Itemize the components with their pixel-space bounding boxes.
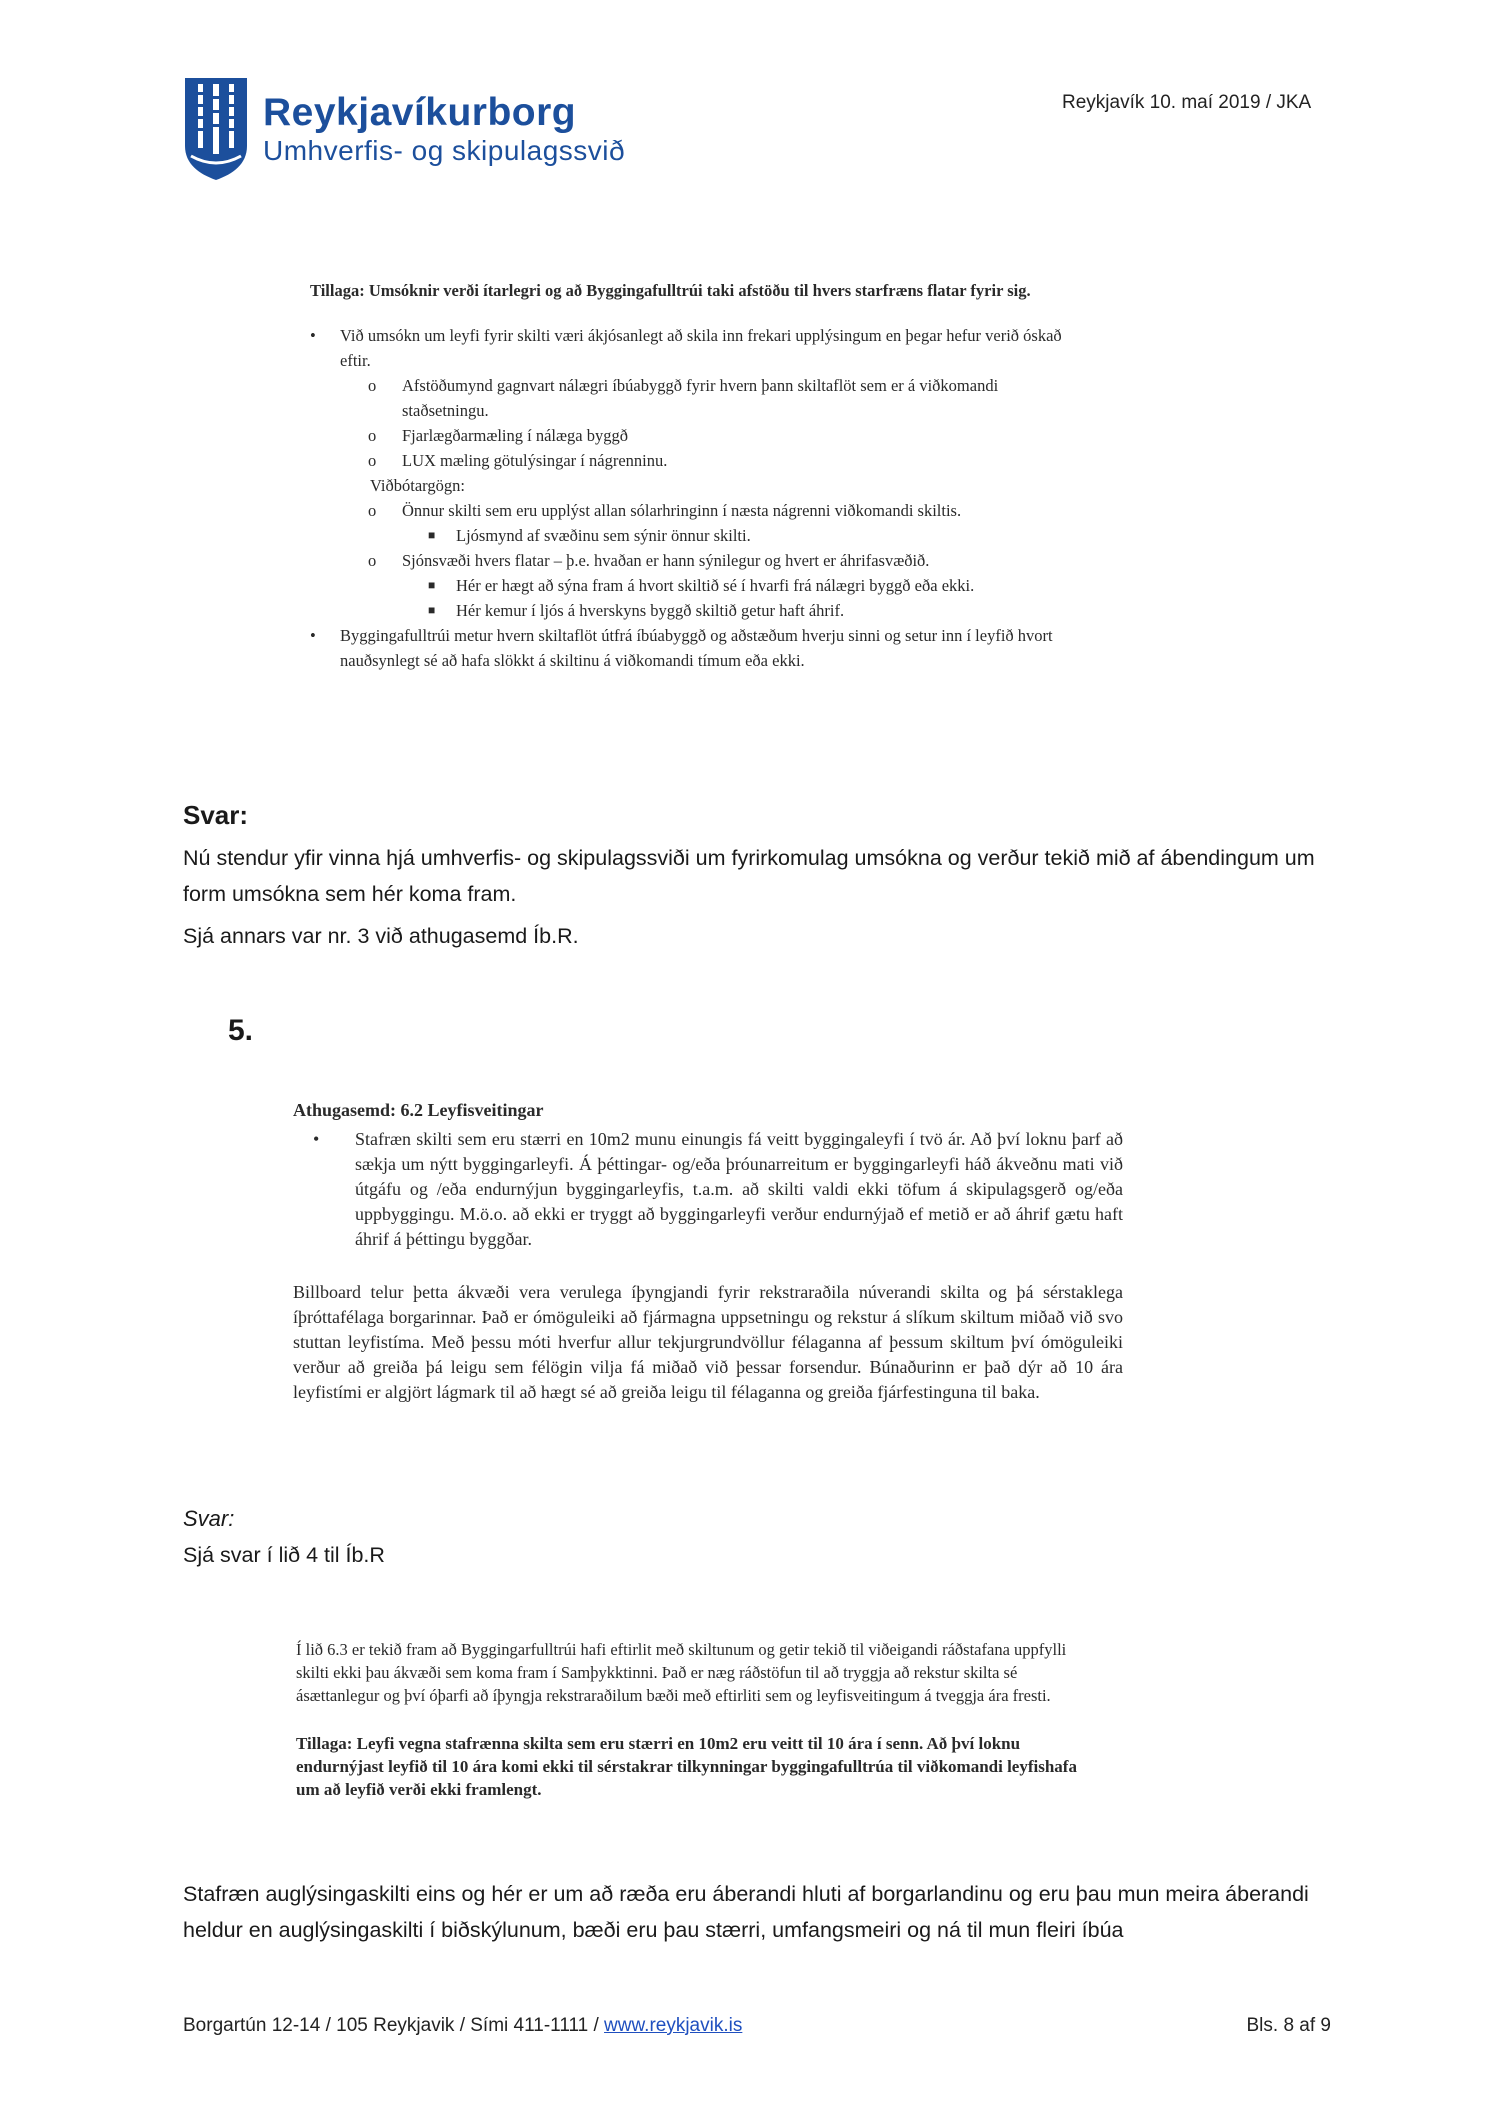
- excerpt1-sub2: Fjarlægðarmæling í nálæga byggð: [402, 426, 628, 445]
- scanned-excerpt-1: [310, 278, 1070, 673]
- reykjavik-logo: [183, 76, 625, 182]
- scanned-excerpt-2: [293, 1098, 1123, 1405]
- excerpt1-bullet1: Við umsókn um leyfi fyrir skilti væri ákjósanlegt að skila inn frekari upplýsingum en þegar hefur verið óskað eftir.: [340, 326, 1062, 370]
- excerpt1-vb1: Önnur skilti sem eru upplýst allan sólarhringinn í næsta nágrenni viðkomandi skiltis.: [402, 501, 962, 520]
- closing-paragraph: Stafræn auglýsingaskilti eins og hér er um að ræða eru áberandi hluti af borgarlandinu og eru þau mun meira áberandi heldur en auglýsingaskilti í biðskýlunum, bæði eru þau stærri, umfangsmeiri og ná til mun fleiri íbúa: [183, 1882, 1309, 1942]
- footer-website-link[interactable]: www.reykjavik.is: [604, 2015, 743, 2036]
- excerpt3-tillaga: Tillaga: Leyfi vegna stafrænna skilta sem eru stærri en 10m2 eru veitt til 10 ára í senn. Að því loknu endurnýjast leyfið til 10 ára komi ekki til sérstakrar tilkynningar byggingafulltrúa til viðkomandi leyfishafa um að leyfið verði ekki framlengt.: [296, 1734, 1077, 1799]
- svar-heading: Svar:: [183, 800, 249, 830]
- footer-address-text: Borgartún 12-14 / 105 Reykjavik / Sími 411-1111 /: [183, 2015, 605, 2036]
- list-item: ■ Hér kemur í ljós á hverskyns byggð skiltið getur haft áhrif.: [428, 601, 845, 620]
- scanned-excerpt-3: [296, 1638, 1086, 1801]
- excerpt1-vb2b: Hér kemur í ljós á hverskyns byggð skiltið getur haft áhrif.: [456, 601, 845, 620]
- svar2-heading: Svar:: [183, 1506, 235, 1531]
- excerpt1-vb1a: Ljósmynd af svæðinu sem sýnir önnur skilti.: [456, 526, 751, 545]
- list-item: o Afstöðumynd gagnvart nálægri íbúabyggð fyrir hvern þann skiltaflöt sem er á viðkomandi staðsetningu.: [368, 376, 999, 420]
- list-item: o Sjónsvæði hvers flatar – þ.e. hvaðan er hann sýnilegur og hvert er áhrifasvæðið.: [368, 551, 930, 570]
- org-division: Umhverfis- og skipulagssvið: [263, 135, 626, 166]
- svar2-body: Sjá svar í lið 4 til Íb.R: [183, 1543, 385, 1567]
- excerpt1-vidbotar-heading: Viðbótargögn:: [370, 476, 465, 495]
- excerpt1-vb2: Sjónsvæði hvers flatar – þ.e. hvaðan er hann sýnilegur og hvert er áhrifasvæðið.: [402, 551, 930, 570]
- page-footer: [183, 2015, 1331, 2037]
- excerpt2-paragraph: Billboard telur þetta ákvæði vera verulega íþyngjandi fyrir rekstraraðila núverandi skilta og þá sérstaklega íþróttafélaga borgarinnar. Það er ómöguleiki að fjármagna uppsetningu og rekstur á slíkum skiltum miðað við svo stuttan leyfistíma. Með þessu móti hverfur allur tekjurgrundvöllur félaganna af þessum skiltum því ómöguleiki verður að greiða þá leigu sem félögin vilja fá miðað við þessar forsendur. Búnaðurinn er það dýr að 10 ára leyfistími er algjört lágmark til að hægt sé að greiða leigu til félaganna og greiða fjárfestinguna til baka.: [293, 1282, 1123, 1402]
- excerpt1-sub1: Afstöðumynd gagnvart nálægri íbúabyggð fyrir hvern þann skiltaflöt sem er á viðkomandi staðsetningu.: [402, 376, 999, 420]
- excerpt2-heading: Athugasemd: 6.2 Leyfisveitingar: [293, 1100, 544, 1120]
- list-item: ■ Ljósmynd af svæðinu sem sýnir önnur skilti.: [428, 526, 751, 545]
- date-reference: Reykjavík 10. maí 2019 / JKA: [1062, 92, 1312, 113]
- list-item: ■ Hér er hægt að sýna fram á hvort skiltið sé í hvarfi frá nálægri byggð eða ekki.: [428, 576, 975, 595]
- excerpt2-bullet: Stafræn skilti sem eru stærri en 10m2 munu einungis fá veitt byggingaleyfi í tvö ár. Að því loknu þarf að sækja um nýtt byggingarleyfi. Á þéttingar- og/eða þróunarreitum er byggingarleyfi háð ákveðnu mati við útgáfu og /eða endurnýjun byggingarleyfis, t.a.m. að skilti valdi ekki töfum á skipulagsgerð og/eða uppbyggingu. M.ö.o. að ekki er tryggt að byggingarleyfi verður endurnýjað ef metið er að áhrif gætu haft áhrif á þéttingu byggðar.: [355, 1129, 1123, 1249]
- svar-see-also: Sjá annars var nr. 3 við athugasemd Íb.R.: [183, 924, 579, 948]
- list-item: • Við umsókn um leyfi fyrir skilti væri ákjósanlegt að skila inn frekari upplýsingum en þegar hefur verið óskað eftir.: [310, 326, 1062, 370]
- page-number: Bls. 8 af 9: [1246, 2015, 1331, 2036]
- list-item: o Fjarlægðarmæling í nálæga byggð: [368, 426, 628, 445]
- svar-body: Nú stendur yfir vinna hjá umhverfis- og skipulagssviði um fyrirkomulag umsókna og verður tekið mið af ábendingum um form umsókna sem hér koma fram.: [183, 846, 1315, 906]
- org-name: Reykjavíkurborg: [263, 91, 577, 134]
- excerpt1-vb2a: Hér er hægt að sýna fram á hvort skiltið sé í hvarfi frá nálægri byggð eða ekki.: [456, 576, 975, 595]
- excerpt1-tillaga: Tillaga: Umsóknir verði ítarlegri og að Byggingafulltrúi taki afstöðu til hvers starfræns flatar fyrir sig.: [310, 281, 1031, 300]
- section-number: 5.: [228, 1014, 254, 1047]
- city-shield-icon: [183, 76, 249, 182]
- excerpt3-paragraph: Í lið 6.3 er tekið fram að Byggingarfulltrúi hafi eftirlit með skiltunum og getir tekið til viðeigandi ráðstafana uppfylli skilti ekki þau ákvæði sem koma fram í Samþykktinni. Það er næg ráðstöfun til að tryggja að rekstur skilta sé ásættanlegur og því óþarfi að íþyngja rekstraraðilum bæði með eftirliti sem og leyfisveitingum á tveggja ára fresti.: [296, 1640, 1067, 1705]
- list-item: • Stafræn skilti sem eru stærri en 10m2 munu einungis fá veitt byggingaleyfi í tvö ár. Að því loknu þarf að sækja um nýtt byggingarleyfi. Á þéttingar- og/eða þróunarreitum er byggingarleyfi háð ákveðnu mati við útgáfu og /eða endurnýjun byggingarleyfis, t.a.m. að skilti valdi ekki töfum á skipulagsgerð og/eða uppbyggingu. M.ö.o. að ekki er tryggt að byggingarleyfi verður endurnýjað ef metið er að áhrif gætu haft áhrif á þéttingu byggðar.: [313, 1129, 1123, 1249]
- excerpt1-bullet2: Byggingafulltrúi metur hvern skiltaflöt útfrá íbúabyggð og aðstæðum hverju sinni og setur inn í leyfið hvort nauðsynlegt sé að hafa slökkt á skiltinu á viðkomandi tímum eða ekki.: [340, 626, 1053, 670]
- list-item: • Byggingafulltrúi metur hvern skiltaflöt útfrá íbúabyggð og aðstæðum hverju sinni og setur inn í leyfið hvort nauðsynlegt sé að hafa slökkt á skiltinu á viðkomandi tímum eða ekki.: [310, 626, 1053, 670]
- excerpt1-sub3: LUX mæling götulýsingar í nágrenninu.: [402, 451, 668, 470]
- footer-address: [183, 2015, 742, 2036]
- list-item: o Önnur skilti sem eru upplýst allan sólarhringinn í næsta nágrenni viðkomandi skiltis.: [368, 501, 962, 520]
- list-item: o LUX mæling götulýsingar í nágrenninu.: [368, 451, 668, 470]
